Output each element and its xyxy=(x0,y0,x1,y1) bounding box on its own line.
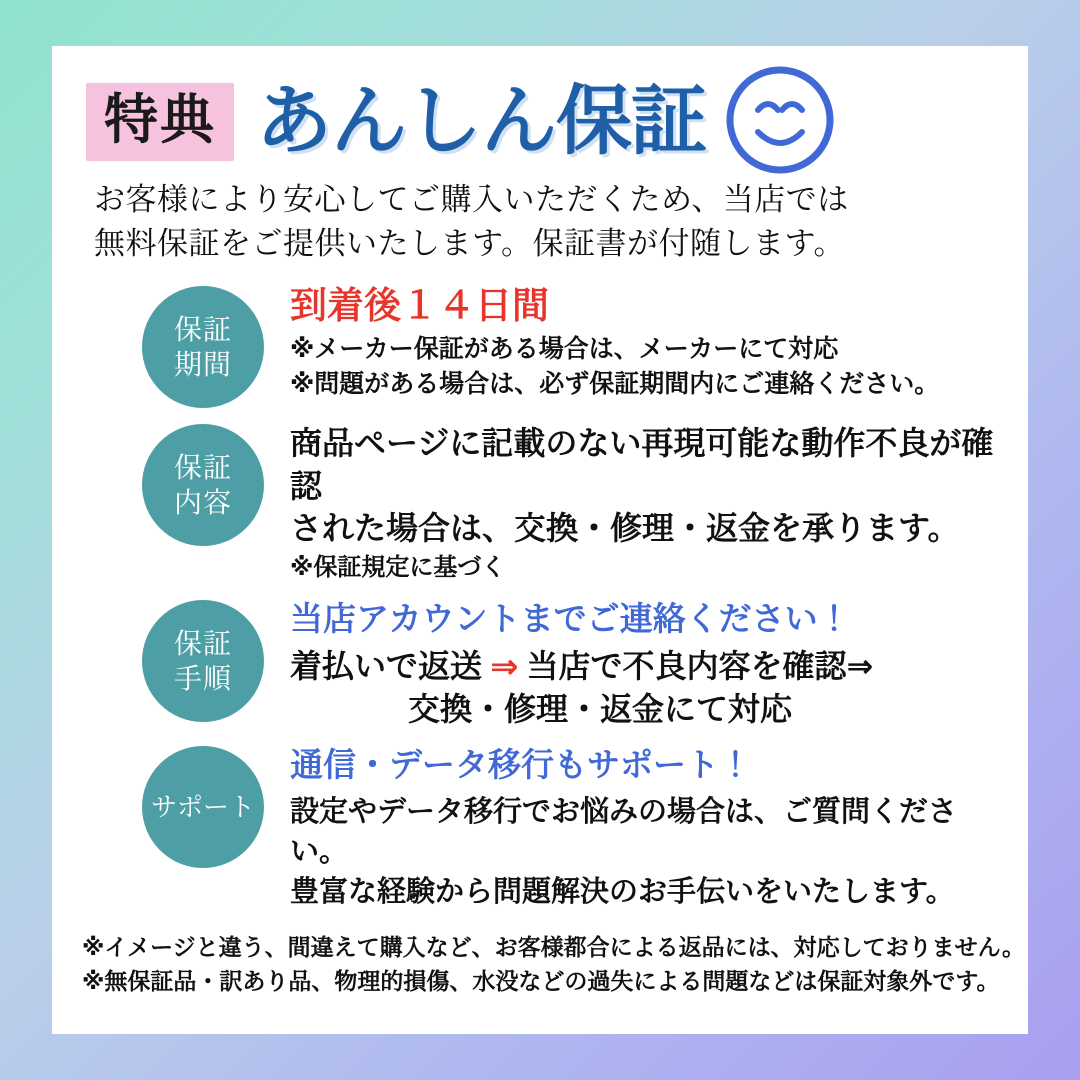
pill-warranty-period xyxy=(142,286,264,408)
procedure-step-3: 交換・修理・返金にて対応 xyxy=(408,690,793,727)
header xyxy=(52,46,1028,172)
section-body xyxy=(290,282,1002,401)
smiley-face-icon xyxy=(724,64,836,181)
warranty-period-note-2: ※問題がある場合は、必ず保証期間内にご連絡ください。 xyxy=(290,369,940,398)
procedure-step-1: 着払いで返送 xyxy=(290,648,483,685)
section-warranty-period xyxy=(78,282,1002,408)
pill-label-line-1: 保証 xyxy=(173,314,232,346)
pill-label-line-2: 期間 xyxy=(173,349,232,381)
procedure-lead: 当店アカウントまでご連絡ください！ xyxy=(290,600,851,638)
support-line-2: 豊富な経験から問題解決のお手伝いをいたします。 xyxy=(290,875,955,908)
pill-label-line-1: 保証 xyxy=(173,628,232,660)
coverage-line-2: された場合は、交換・修理・返金を承ります。 xyxy=(290,510,960,547)
footer-notes xyxy=(52,924,1028,999)
footer-line-1: ※イメージと違う、間違えて購入など、お客様都合による返品には、対応しておりません。 xyxy=(82,933,1026,960)
warranty-period-note-1: ※メーカー保証がある場合は、メーカーにて対応 xyxy=(290,335,839,364)
support-line-1: 設定やデータ移行でお悩みの場合は、ご質問ください。 xyxy=(290,795,958,868)
pill-label-line-2: 手順 xyxy=(173,663,232,695)
section-warranty-coverage xyxy=(78,420,1002,584)
intro-line-2: 無料保証をご提供いたします。保証書が付随します。 xyxy=(94,226,846,262)
procedure-flow xyxy=(290,645,1002,688)
pill-label: サポート xyxy=(150,792,255,823)
sections-list xyxy=(52,266,1028,912)
coverage-line-1: 商品ページに記載のない再現可能な動作不良が確認 xyxy=(290,425,994,504)
pill-warranty-coverage xyxy=(142,424,264,546)
section-body xyxy=(290,742,1002,911)
coverage-note: ※保証規定に基づく xyxy=(290,553,506,581)
intro-text xyxy=(52,172,1028,266)
pill-warranty-procedure xyxy=(142,600,264,722)
benefit-badge: 特典 xyxy=(86,83,234,161)
pill-label-line-1: 保証 xyxy=(173,452,232,484)
pill-support xyxy=(142,746,264,868)
section-warranty-procedure xyxy=(78,596,1002,730)
warranty-period-lead: 到着後１４日間 xyxy=(290,285,549,327)
guarantee-card xyxy=(52,46,1028,1034)
intro-line-1: お客様により安心してご購入いただくため、当店では xyxy=(94,182,849,217)
footer-line-2: ※無保証品・訳あり品、物理的損傷、水没などの過失による問題などは保証対象外です。 xyxy=(82,968,1000,995)
section-body xyxy=(290,420,1002,584)
pill-label-line-2: 内容 xyxy=(173,487,232,519)
support-lead: 通信・データ移行もサポート！ xyxy=(290,746,752,784)
arrow-right-icon: ⇒ xyxy=(490,647,519,686)
page-title: あんしん保証 xyxy=(256,79,706,164)
section-body xyxy=(290,596,1002,730)
procedure-step-2: 当店で不良内容を確認⇒ xyxy=(526,648,874,685)
section-support xyxy=(78,742,1002,911)
